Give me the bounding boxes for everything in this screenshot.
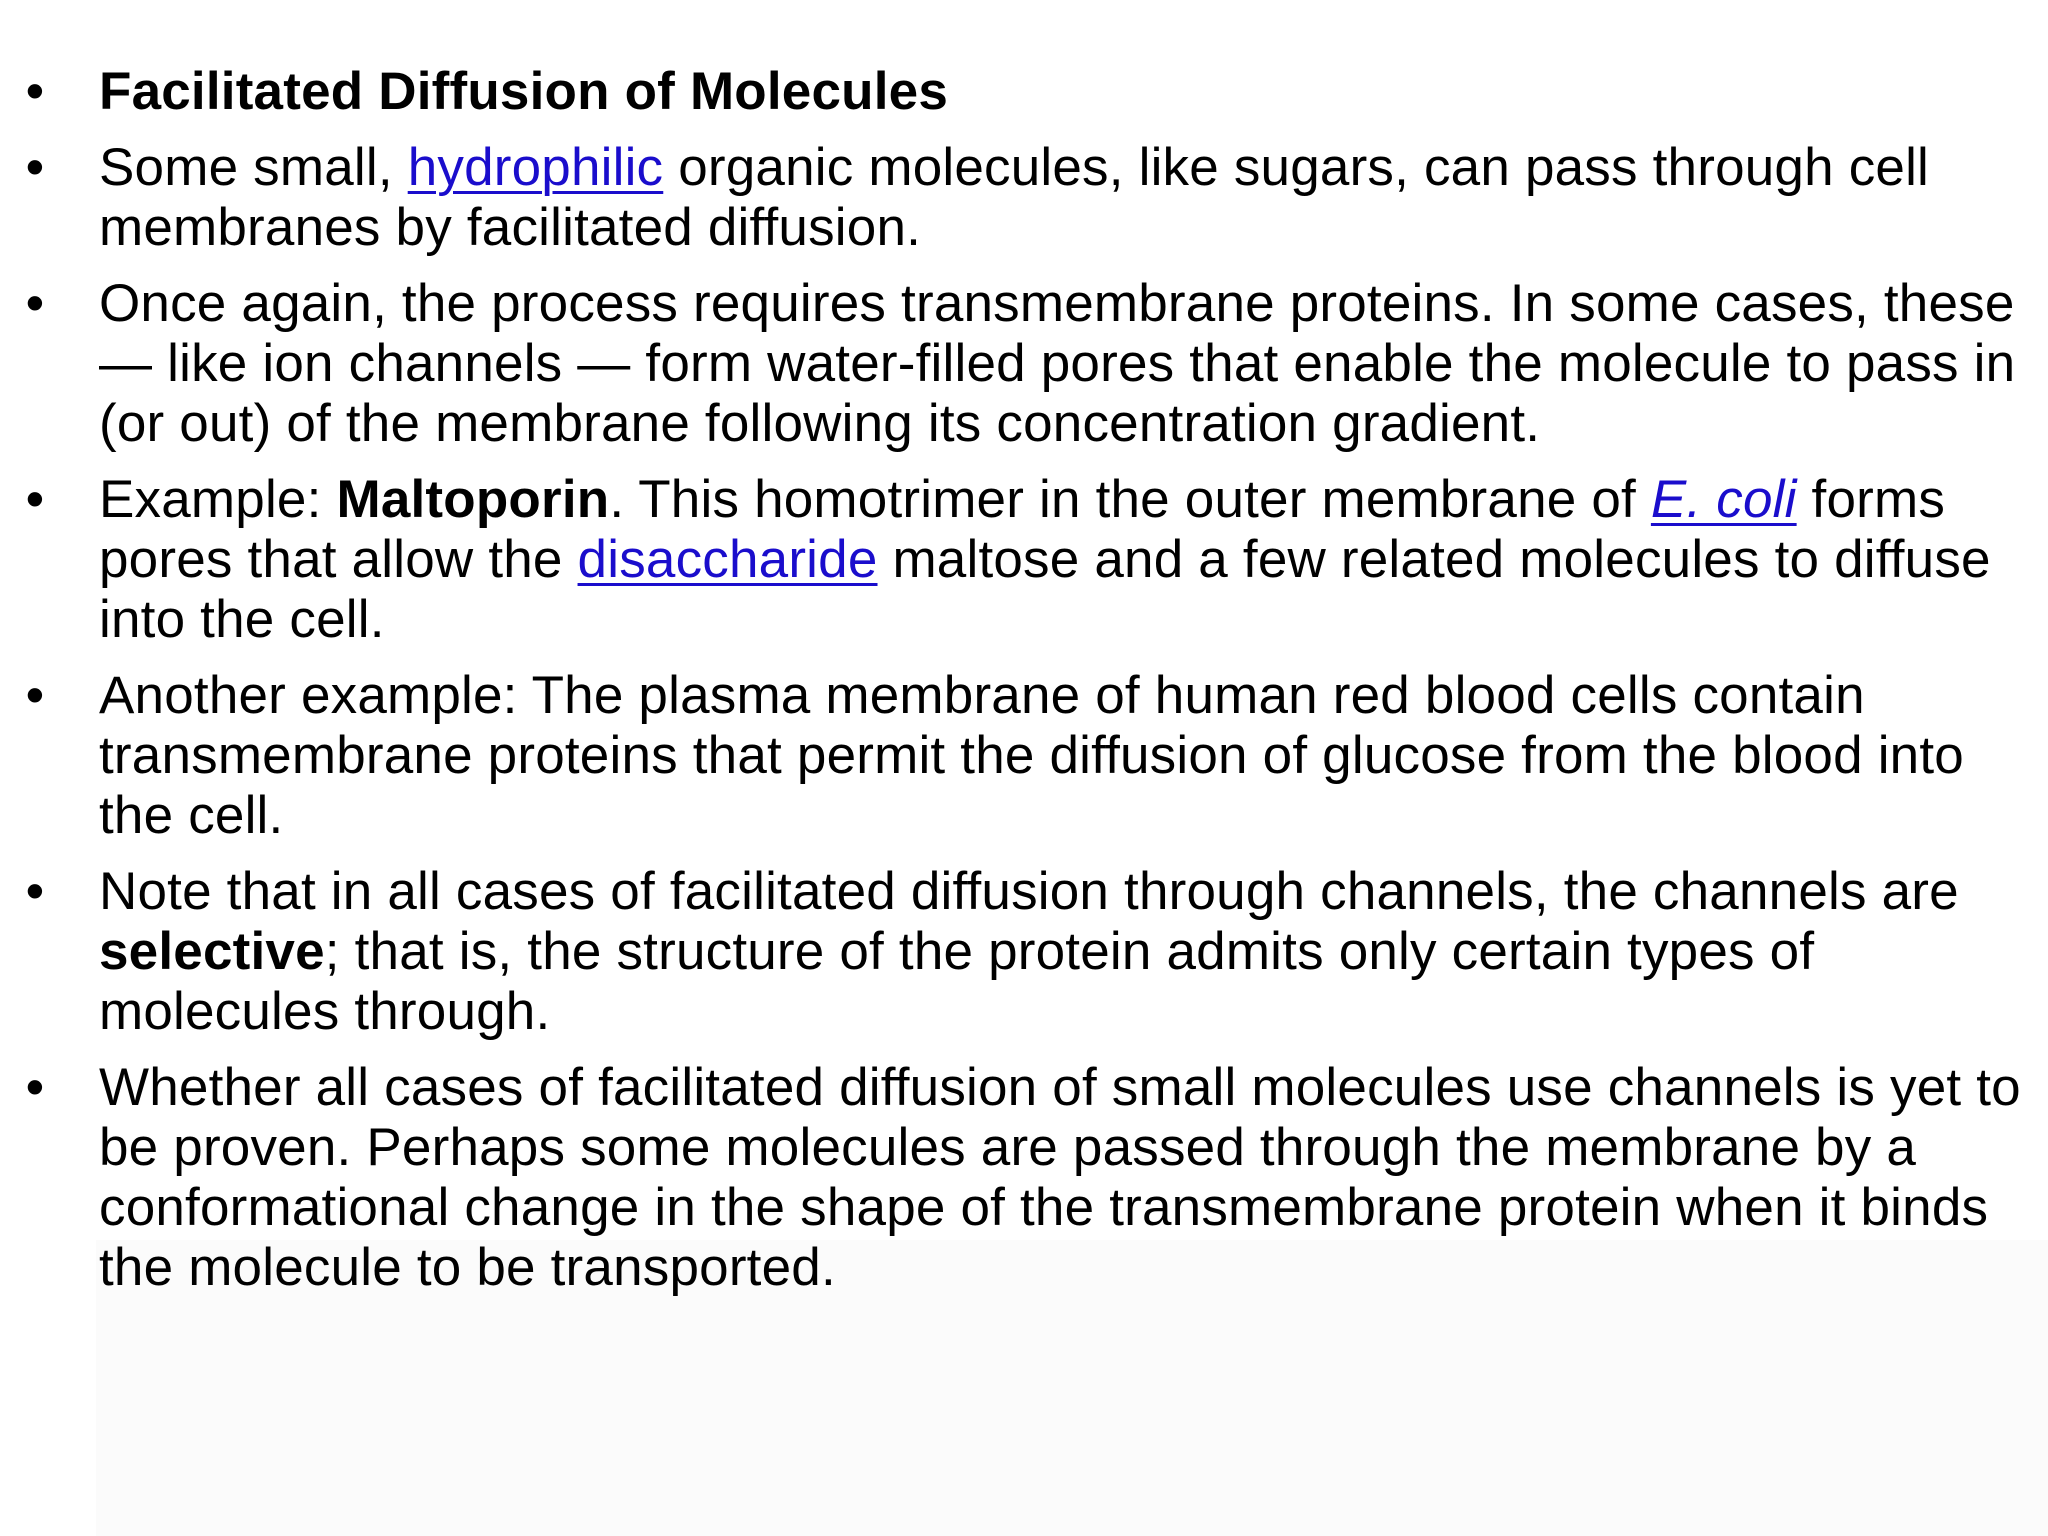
bullet-icon: • [25, 666, 45, 725]
bullet-text: forms pores that allow the [99, 470, 1946, 589]
bullet-item [0, 138, 2040, 258]
bullet-item [0, 470, 2040, 650]
e-coli-link[interactable]: E. coli [1650, 470, 1797, 529]
bullet-icon: • [25, 62, 45, 121]
disaccharide-link[interactable]: disaccharide [577, 530, 878, 589]
bullet-icon: • [25, 1058, 45, 1117]
bullet-item [0, 1058, 2040, 1298]
bullet-text: maltose and a few related molecules to diffuse into the cell. [99, 530, 1991, 649]
bullet-icon: • [25, 138, 45, 197]
bullet-item [0, 274, 2040, 454]
bullet-text: Some small, [99, 138, 408, 197]
bullet-list [0, 62, 2040, 1314]
bullet-text: Once again, the process requires transmembrane proteins. In some cases, these — like ion channels — form water-filled pores that enable the molecule to pass in (or out) of the membrane following its concentration gradient. [99, 274, 2016, 453]
bullet-icon: • [25, 274, 45, 333]
bullet-text: ; that is, the structure of the protein admits only certain types of molecules through. [99, 922, 1815, 1041]
bullet-item [0, 862, 2040, 1042]
bullet-text: Note that in all cases of facilitated diffusion through channels, the channels are [99, 862, 1959, 921]
bullet-text: organic molecules, like sugars, can pass through cell membranes by facilitated diffusion. [99, 138, 1930, 257]
selective-term: selective [99, 922, 325, 981]
bullet-icon: • [25, 862, 45, 921]
bullet-text: Whether all cases of facilitated diffusion of small molecules use channels is yet to be proven. Perhaps some molecules are passed through the membrane by a conformational change in the shape of the transmembrane protein when it binds the molecule to be transported. [99, 1058, 2021, 1297]
bullet-text: Example: [99, 470, 337, 529]
bullet-item [0, 666, 2040, 846]
slide-title: Facilitated Diffusion of Molecules [99, 62, 949, 121]
maltoporin-term: Maltoporin [336, 470, 610, 529]
bullet-item-title [0, 62, 2040, 122]
bullet-icon: • [25, 470, 45, 529]
hydrophilic-link[interactable]: hydrophilic [407, 138, 664, 197]
bullet-text: . This homotrimer in the outer membrane of [609, 470, 1651, 529]
bullet-text: Another example: The plasma membrane of human red blood cells contain transmembrane proteins that permit the diffusion of glucose from the blood into the cell. [99, 666, 1964, 845]
